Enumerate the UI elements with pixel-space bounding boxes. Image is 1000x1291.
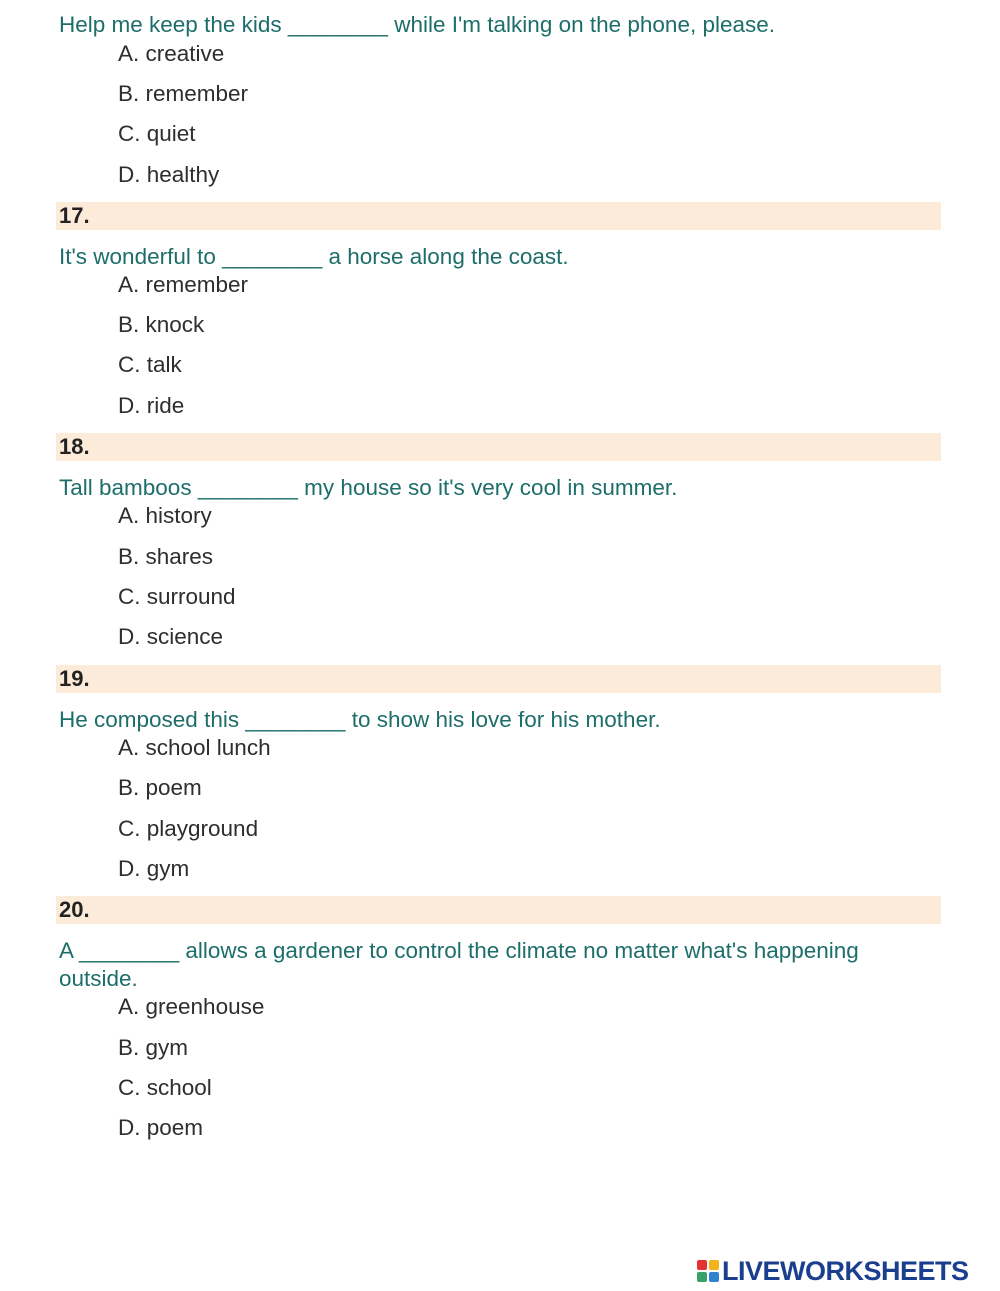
question-18-option-a[interactable]: A. history	[118, 503, 212, 528]
question-20-option-c[interactable]: C. school	[118, 1075, 212, 1100]
liveworksheets-logo	[697, 1255, 969, 1287]
question-20-number-bar	[56, 896, 941, 924]
question-19-number: 19.	[59, 666, 90, 691]
question-20-option-b[interactable]: B. gym	[118, 1035, 189, 1060]
question-18-option-d[interactable]: D. science	[118, 624, 224, 649]
question-16-option-a[interactable]: A. creative	[118, 41, 225, 66]
liveworksheets-logo-icon	[697, 1260, 719, 1282]
question-18-option-c[interactable]: C. surround	[118, 584, 236, 609]
question-19-option-d[interactable]: D. gym	[118, 856, 190, 881]
question-19-option-b[interactable]: B. poem	[118, 775, 202, 800]
question-18-option-b[interactable]: B. shares	[118, 544, 214, 569]
question-18-text: Tall bamboos ________ my house so it's very cool in summer.	[59, 475, 678, 500]
question-19-number-bar	[56, 665, 941, 693]
question-18-number: 18.	[59, 434, 90, 459]
question-16-option-b[interactable]: B. remember	[118, 81, 249, 106]
question-17-text: It's wonderful to ________ a horse along the coast.	[59, 244, 569, 269]
question-17-number: 17.	[59, 203, 90, 228]
question-19-option-a[interactable]: A. school lunch	[118, 735, 271, 760]
question-19-option-c[interactable]: C. playground	[118, 816, 259, 841]
liveworksheets-logo-text: LIVEWORKSHEETS	[722, 1255, 969, 1286]
question-20-number: 20.	[59, 897, 90, 922]
question-20-option-a[interactable]: A. greenhouse	[118, 994, 265, 1019]
question-17-option-a[interactable]: A. remember	[118, 272, 249, 297]
question-20-option-d[interactable]: D. poem	[118, 1115, 204, 1140]
question-18-number-bar	[56, 433, 941, 461]
question-17-number-bar	[56, 202, 941, 230]
question-17-option-d[interactable]: D. ride	[118, 393, 185, 418]
question-16-option-c[interactable]: C. quiet	[118, 121, 196, 146]
question-17-option-b[interactable]: B. knock	[118, 312, 205, 337]
question-20-text: A ________ allows a gardener to control the climate no matter what's happening outside.	[59, 938, 859, 991]
question-16-text: Help me keep the kids ________ while I'm talking on the phone, please.	[59, 12, 776, 37]
question-17-option-c[interactable]: C. talk	[118, 352, 182, 377]
question-19-text: He composed this ________ to show his love for his mother.	[59, 707, 661, 732]
question-16-option-d[interactable]: D. healthy	[118, 162, 220, 187]
